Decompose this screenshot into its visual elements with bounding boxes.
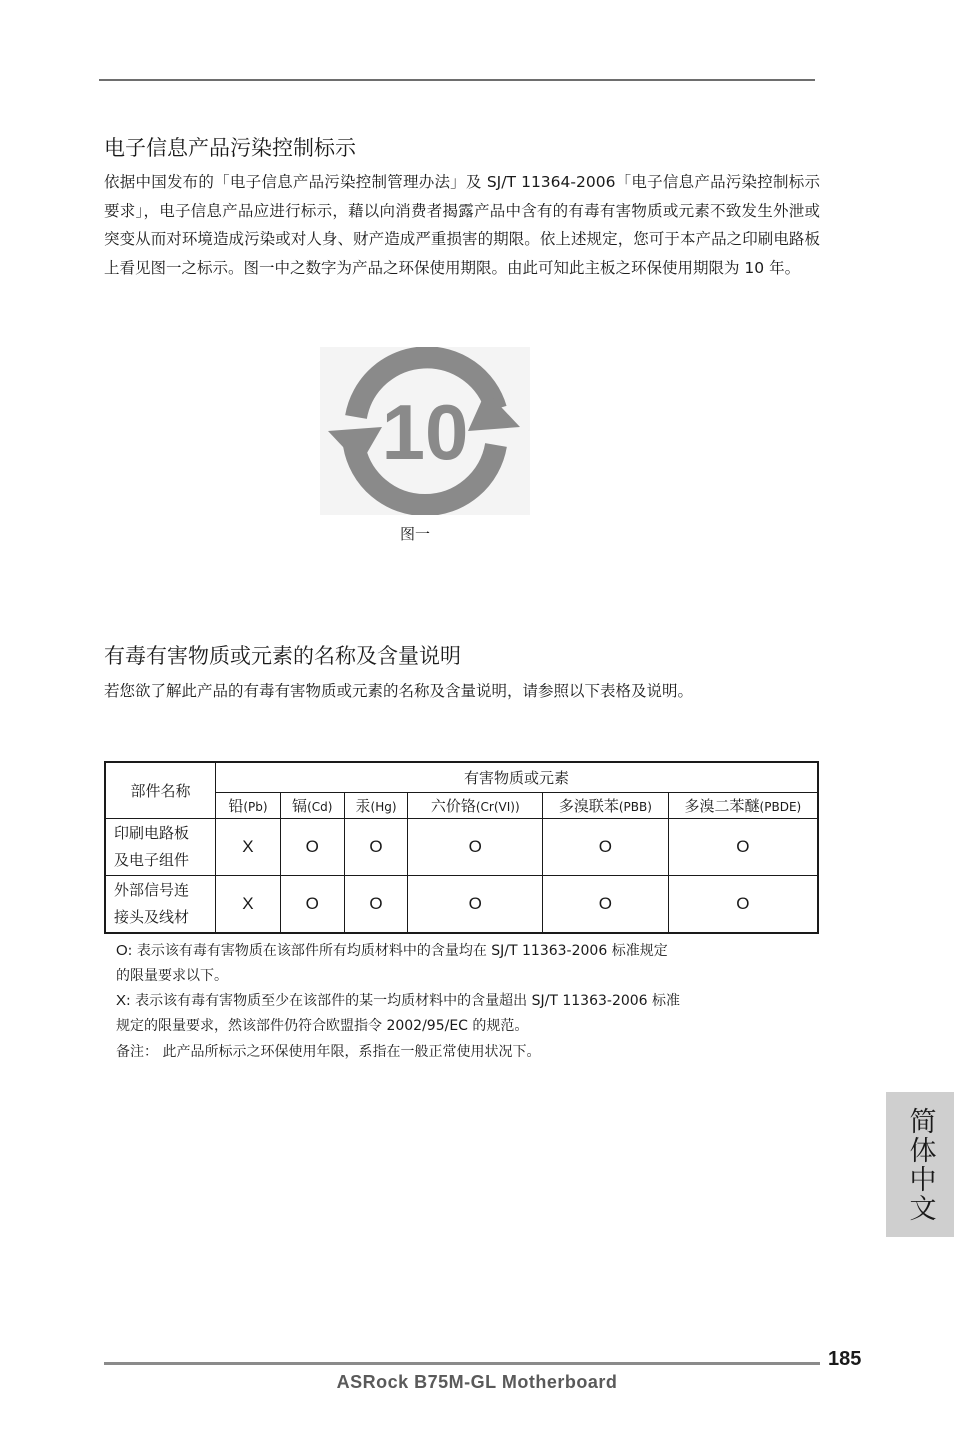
- value-cell: X: [216, 875, 281, 933]
- value-cell: O: [408, 818, 543, 875]
- section2-heading: 有毒有害物质或元素的名称及含量说明: [104, 644, 461, 668]
- column-header-cd: 镉(Cd): [280, 792, 344, 818]
- bottom-divider: [104, 1362, 820, 1365]
- value-cell: O: [280, 818, 344, 875]
- part-name-cell: 外部信号连 接头及线材: [105, 875, 216, 933]
- top-divider: [99, 79, 815, 81]
- column-header-cr6: 六价铬(Cr(VI)): [408, 792, 543, 818]
- language-side-tab: [886, 1092, 954, 1237]
- section1-heading: 电子信息产品污染控制标示: [104, 136, 356, 160]
- column-header-hg: 汞(Hg): [344, 792, 408, 818]
- note-o-line1: O: 表示该有毒有害物质在该部件所有均质材料中的含量均在 SJ/T 11363-2006 标准规定: [116, 942, 668, 959]
- table-row: [105, 875, 818, 933]
- environmental-use-period-logo: [320, 347, 530, 515]
- section2-paragraph: 若您欲了解此产品的有毒有害物质或元素的名称及含量说明，请参照以下表格及说明。: [104, 682, 694, 700]
- table-header-row: [105, 762, 818, 792]
- column-header-pb: 铅(Pb): [216, 792, 281, 818]
- value-cell: O: [543, 875, 669, 933]
- value-cell: O: [668, 818, 818, 875]
- page-number: 185: [828, 1348, 862, 1370]
- substance-group-header: 有害物质或元素: [216, 762, 818, 792]
- table-row: [105, 818, 818, 875]
- logo-number: 10: [381, 388, 469, 476]
- value-cell: O: [344, 818, 408, 875]
- column-header-pbb: 多溴联苯(PBB): [543, 792, 669, 818]
- value-cell: O: [344, 875, 408, 933]
- value-cell: X: [216, 818, 281, 875]
- column-header-pbde: 多溴二苯醚(PBDE): [668, 792, 818, 818]
- value-cell: O: [543, 818, 669, 875]
- note-remark: 备注： 此产品所标示之环保使用年限，系指在一般正常使用状况下。: [116, 1044, 541, 1060]
- footer-title: ASRock B75M-GL Motherboard: [336, 1372, 618, 1392]
- note-x-line2: 规定的限量要求，然该部件仍符合欧盟指令 2002/95/EC 的规范。: [116, 1018, 529, 1034]
- recycle-arrows-icon: [320, 347, 530, 515]
- section1-paragraph: 依据中国发布的「电子信息产品污染控制管理办法」及 SJ/T 11364-2006「电子信息产品污染控制标示要求」，电子信息产品应进行标示，藉以向消费者揭露产品中含有的有毒有害物质或元素不致发生外泄或突变从而对环境造成污染或对人身、财产造成严重损害的期限。依上述规定，您可于本产品之印刷电路板上看见图一之标示。图一中之数字为产品之环保使用期限。由此可知此主板之环保使用期限为 10 年。: [104, 173, 820, 277]
- value-cell: O: [668, 875, 818, 933]
- language-tab-label: 简体中文: [904, 1106, 936, 1223]
- value-cell: O: [408, 875, 543, 933]
- note-o-line2: 的限量要求以下。: [116, 968, 228, 984]
- value-cell: O: [280, 875, 344, 933]
- part-name-header: 部件名称: [105, 762, 216, 818]
- note-x-line1: X: 表示该有毒有害物质至少在该部件的某一均质材料中的含量超出 SJ/T 11363-2006 标准: [116, 992, 681, 1009]
- hazardous-substances-table: [104, 761, 819, 934]
- part-name-cell: 印刷电路板 及电子组件: [105, 818, 216, 875]
- figure-caption: 图一: [400, 525, 431, 543]
